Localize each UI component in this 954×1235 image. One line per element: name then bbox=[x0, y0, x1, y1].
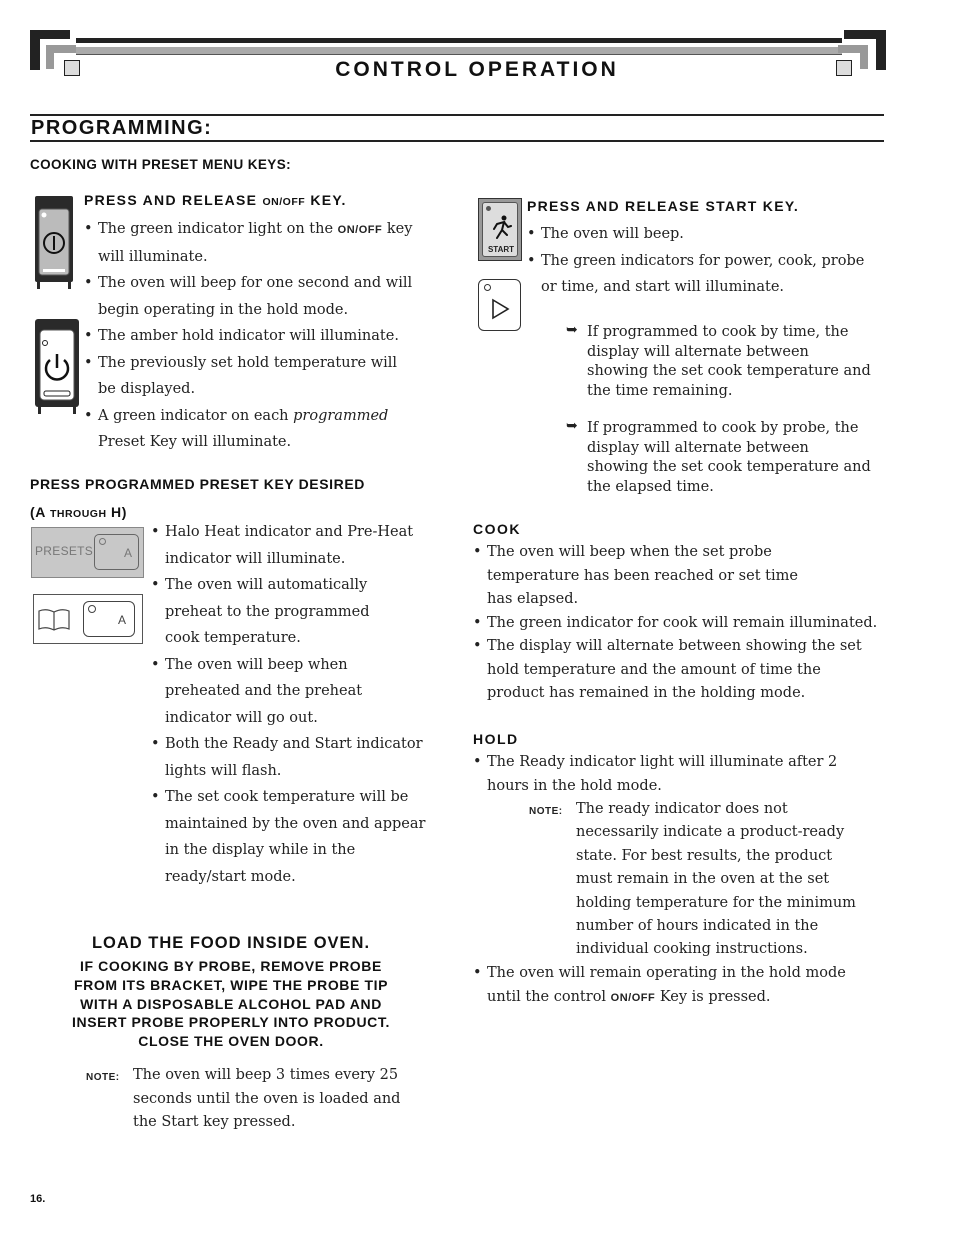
subheading: COOKING WITH PRESET MENU KEYS: bbox=[30, 157, 292, 172]
step1-bullets bbox=[84, 216, 444, 456]
step4-sub2: If programmed to cook by probe, the display will alternate between showing the set cook temperature and the elapsed time. bbox=[587, 420, 871, 495]
section-title: PROGRAMMING: bbox=[31, 117, 213, 139]
list-item: • The green indicator for cook will remain illuminated. bbox=[473, 612, 893, 636]
list-item: • The oven will beep when the set probe temperature has been reached or set time has elapsed. bbox=[473, 541, 893, 612]
list-item: • The oven will beep for one second and will begin operating in the hold mode. bbox=[84, 270, 444, 323]
step4-bullets bbox=[527, 221, 897, 301]
section-rule-top bbox=[30, 114, 884, 116]
book-icon bbox=[37, 607, 71, 633]
arrow-icon: ➥ bbox=[566, 418, 578, 434]
hold-bullet-2 bbox=[473, 962, 893, 1010]
list-item: • The oven will remain operating in the hold mode until the control ON/OFF Key is pressed. bbox=[473, 962, 893, 1010]
step2-bullets bbox=[151, 519, 446, 890]
page-title: CONTROL OPERATION bbox=[335, 58, 619, 81]
list-item: • The green indicators for power, cook, probe or time, and start will illuminate. bbox=[527, 248, 897, 301]
arrow-icon: ➥ bbox=[566, 322, 578, 338]
list-item: • The green indicator light on the ON/OFF key will illuminate. bbox=[84, 216, 444, 270]
play-key-icon bbox=[478, 279, 521, 331]
power-key-icon-2 bbox=[34, 318, 80, 414]
presets-panel-icon: PRESETS A bbox=[31, 527, 144, 578]
note-label: NOTE: bbox=[529, 806, 563, 817]
list-item: • The display will alternate between showing the set hold temperature and the amount of time the product has remained in the holding mode. bbox=[473, 635, 893, 706]
list-item: • The previously set hold temperature will be displayed. bbox=[84, 350, 444, 403]
section-rule-bottom bbox=[30, 140, 884, 142]
cook-bullets bbox=[473, 541, 893, 706]
list-item: • A green indicator on each programmed Preset Key will illuminate. bbox=[84, 403, 444, 456]
play-triangle-icon bbox=[491, 298, 511, 320]
list-item: • The oven will beep. bbox=[527, 221, 897, 248]
start-key-icon: START bbox=[478, 198, 522, 261]
list-item: • The amber hold indicator will illuminate. bbox=[84, 323, 444, 350]
hold-heading: HOLD bbox=[473, 731, 519, 747]
step4-heading: PRESS AND RELEASE START KEY. bbox=[527, 198, 800, 214]
step2-heading: PRESS PROGRAMMED PRESET KEY DESIRED (A THROUGH H) bbox=[30, 476, 366, 520]
header-rule-top bbox=[76, 38, 842, 43]
list-item: • The oven will automatically preheat to the programmed cook temperature. bbox=[151, 572, 446, 652]
hold-bullet-1 bbox=[473, 751, 893, 798]
step3-heading: LOAD THE FOOD INSIDE OVEN. bbox=[91, 934, 371, 952]
step3-note: The oven will beep 3 times every 25 seconds until the oven is loaded and the Start key pressed. bbox=[133, 1067, 401, 1130]
onoff-key-icon-1 bbox=[34, 195, 74, 290]
list-item: • The Ready indicator light will illuminate after 2 hours in the hold mode. bbox=[473, 751, 893, 798]
step3-instructions: IF COOKING BY PROBE, REMOVE PROBE FROM ITS BRACKET, WIPE THE PROBE TIP WITH A DISPOSABLE ALCOHOL PAD AND INSERT PROBE PROPERLY INTO PRODUCT. CLOSE THE OVEN DOOR. bbox=[72, 958, 390, 1050]
preset-key-a-icon: A bbox=[33, 594, 143, 644]
list-item: • The oven will beep when preheated and the preheat indicator will go out. bbox=[151, 652, 446, 732]
list-item: • Both the Ready and Start indicator lights will flash. bbox=[151, 731, 446, 784]
list-item: • Halo Heat indicator and Pre-Heat indicator will illuminate. bbox=[151, 519, 446, 572]
hold-note: The ready indicator does not necessarily indicate a product-ready state. For best results, the product must remain in the oven at the set holding temperature for the minimum number of hours indicated in the individual cooking instructions. bbox=[576, 801, 856, 958]
cook-heading: COOK bbox=[473, 521, 521, 537]
note-label: NOTE: bbox=[86, 1072, 120, 1083]
running-figure-icon bbox=[489, 215, 513, 241]
step4-sub1: If programmed to cook by time, the display will alternate between showing the set cook temperature and the time remaining. bbox=[587, 324, 871, 399]
list-item: • The set cook temperature will be maintained by the oven and appear in the display while in the ready/start mode. bbox=[151, 784, 446, 890]
header-rule-gray bbox=[76, 47, 842, 55]
page-number: 16. bbox=[30, 1193, 46, 1205]
step1-heading: PRESS AND RELEASE ON/OFF KEY. bbox=[84, 192, 347, 208]
